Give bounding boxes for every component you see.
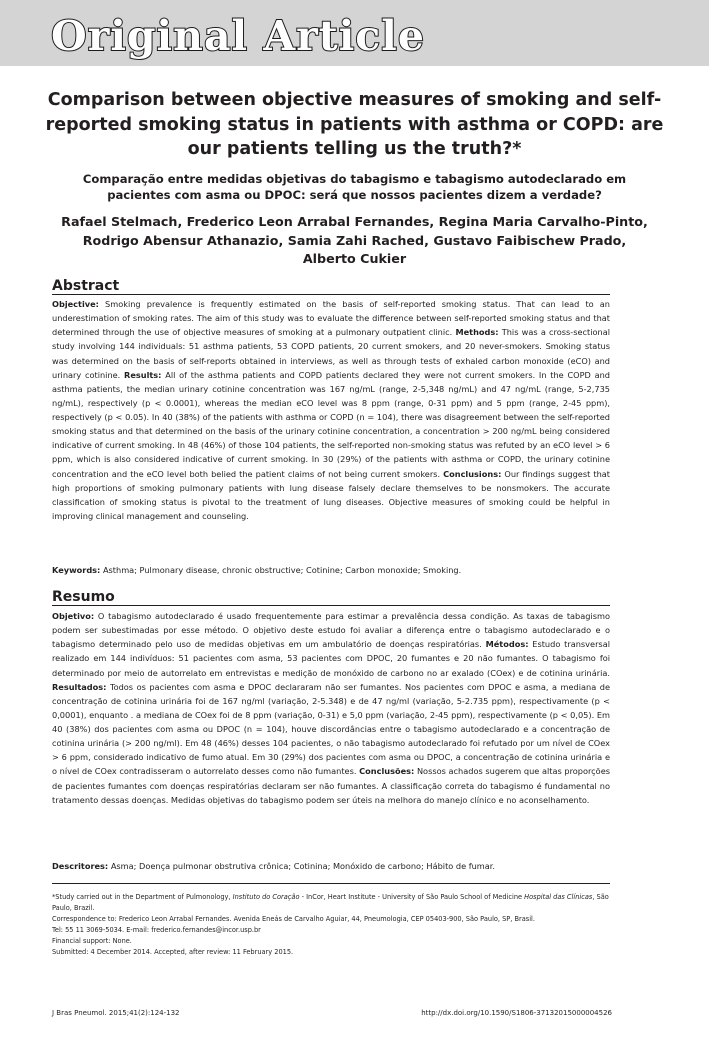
author-list: Rafael Stelmach, Frederico Leon Arrabal Fernandes, Regina Maria Carvalho-Pinto, Rodrigo Abensur Athanazio, Samia Zahi Rached, Gustavo Faibischew Prado, Alberto Cukier [61, 214, 648, 266]
resumo-divider [52, 605, 610, 606]
footnote-contact: Tel: 55 11 3069-5034. E-mail: frederico.fernandes@incor.usp.br [52, 925, 261, 934]
footnote-correspondence: Correspondence to: Frederico Leon Arrabal Fernandes. Avenida Eneás de Carvalho Aguiar, 44, Pneumologia, CEP 05403-900, São Paulo, SP, Brasil. [52, 914, 535, 923]
footnote-study: *Study carried out in the Department of Pulmonology, Instituto do Coração - InCor, Heart Institute - University of São Paulo School of Medicine Hospital das Clínicas, São Paulo, Brazil. [52, 893, 609, 912]
resumo-resultados-label: Resultados: [52, 681, 107, 692]
footnote-divider [52, 883, 610, 884]
abstract-divider [52, 294, 610, 295]
abstract-heading: Abstract [52, 278, 120, 294]
abstract-objective-label: Objective: [52, 299, 99, 309]
footnote-support: Financial support: None. [52, 936, 132, 945]
article-title-portuguese: Comparação entre medidas objetivas do tabagismo e tabagismo autodeclarado em pacientes com asma ou DPOC: será que nossos pacientes dizem a verdade? [82, 172, 627, 202]
abstract-conclusions-label: Conclusions: [443, 468, 502, 479]
article-type-label: Original Article [51, 12, 425, 60]
descritores-text: Asma; Doença pulmonar obstrutiva crônica; Cotinina; Monóxido de carbono; Hábito de fumar. [110, 861, 496, 871]
abstract-conclusions-text: Our findings suggest that high proportions of smoking pulmonary patients with lung disease falsely declare themselves to be nonsmokers. The accurate classification of smoking status is pivotal to the treatment of lung diseases. Objective measures of smoking could be helpful in improving clinical management and counseling. [52, 468, 610, 521]
article-title: Comparison between objective measures of smoking and self-reported smoking status in patients with asthma or COPD: are our patients telling us the truth?* [45, 90, 664, 159]
resumo-body [52, 609, 610, 807]
abstract-objective-text: Smoking prevalence is frequently estimated on the basis of self-reported smoking status. That can lead to an underestimation of smoking rates. The aim of this study was to evaluate the difference between self-reported smoking status and that determined through the use of objective measures of smoking at a pulmonary outpatient clinic. [52, 299, 610, 338]
footnotes [52, 892, 612, 957]
resumo-objetivo-label: Objetivo: [52, 611, 95, 621]
abstract-methods-label: Methods: [455, 327, 499, 338]
article-type-banner [0, 0, 709, 66]
abstract-results-label: Results: [124, 369, 162, 380]
abstract-results-text: All of the asthma patients and COPD patients declared they were not current smokers. In the COPD and asthma patients, the median urinary cotinine concentration was 167 ng/mL (range, 2-5,348 ng/mL) and 47 ng/mL (range, 5-2,735 ng/mL), respectively (p < 0.0001), whereas the median eCO level was 8 ppm (range, 0-31 ppm) and 5 ppm (range, 2-45 ppm), respectively (p < 0.05). In 40 (38%) of the patients with asthma or COPD (n = 104), there was disagreement between the self-reported smoking status and that determined on the basis of the urinary cotinine concentration, a concentration > 200 ng/mL being considered indicative of current smoking. In 48 (46%) of those 104 patients, the self-reported non-smoking status was refuted by an eCO level > 6 ppm, which is also considered indicative of current smoking. In 30 (29%) of the patients with asthma or COPD, the urinary cotinine concentration and the eCO level both belied the patient claims of not being current smokers. [52, 369, 610, 479]
journal-citation: J Bras Pneumol. 2015;41(2):124-132 [52, 1009, 180, 1017]
resumo-resultados-text: Todos os pacientes com asma e DPOC declararam não ser fumantes. Nos pacientes com DPOC e asma, a mediana de concentração de cotinina urinária foi de 167 ng/ml (variação, 2-5.348) e de 47 ng/ml (variação, 5-2.735 ppm), respectivamente (p < 0,0001), enquanto . a mediana de COex foi de 8 ppm (variação, 0-31) e 5,0 ppm (variação, 2-45 ppm), respectivamente (p < 0,05). Em 40 (38%) dos pacientes com asma ou DPOC (n = 104), houve discordâncias entre o tabagismo autodeclarado e a concentração de cotinina urinária (> 200 ng/ml). Em 48 (46%) desses 104 pacientes, o não tabagismo autodeclarado foi refutado por um nível de COex > 6 ppm, considerado indicativo de fumo atual. Em 30 (29%) dos pacientes com asma ou DPOC, a concentração de cotinina urinária e o nível de COex contradisseram o autorrelato desses como não fumantes. [52, 681, 611, 777]
resumo-objetivo-text: O tabagismo autodeclarado é usado frequentemente para estimar a prevalência dessa condição. As taxas de tabagismo podem ser subestimadas por esse método. O objetivo deste estudo foi avaliar a diferença entre o tabagismo autodeclarado e o tabagismo determinado pelo uso de medidas objetivas em um ambulatório de doenças respiratórias. [52, 611, 610, 650]
abstract-keywords [52, 564, 610, 577]
keywords-text: Asthma; Pulmonary disease, chronic obstructive; Cotinine; Carbon monoxide; Smoking. [102, 565, 462, 575]
doi-link[interactable]: http://dx.doi.org/10.1590/S1806-37132015000004526 [421, 1009, 612, 1017]
resumo-keywords [52, 860, 610, 873]
resumo-heading: Resumo [52, 589, 115, 605]
abstract-body [52, 297, 610, 523]
resumo-metodos-text: Estudo transversal realizado em 144 indivíduos: 51 pacientes com asma, 53 pacientes com DPOC, 20 fumantes e 20 não fumantes. O tabagismo foi determinado por meio de autorrelato em entrevistas e medição de monóxido de carbono no ar exalado (COex) e de cotinina urinária. [52, 639, 610, 678]
abstract-methods-text: This was a cross-sectional study involving 144 individuals: 51 asthma patients, 53 COPD patients, 20 current smokers, and 20 never-smokers. Smoking status was determined on the basis of self-reports obtained in interviews, as well as through tests of exhaled carbon monoxide (eCO) and urinary cotinine. [52, 327, 610, 380]
resumo-metodos-label: Métodos: [485, 639, 529, 650]
footnote-submitted: Submitted: 4 December 2014. Accepted, after review: 11 February 2015. [52, 947, 294, 956]
resumo-conclusoes-label: Conclusões: [359, 766, 415, 777]
descritores-label: Descritores: [52, 861, 109, 871]
keywords-label: Keywords: [52, 565, 101, 575]
resumo-conclusoes-text: Nossos achados sugerem que altas proporções de pacientes fumantes com doenças respiratórias declaram ser não fumantes. A classificação correta do tabagismo é fundamental no tratamento dessas doenças. Medidas objetivas do tabagismo podem ser úteis na melhora do manejo clínico e no aconselhamento. [52, 766, 610, 805]
